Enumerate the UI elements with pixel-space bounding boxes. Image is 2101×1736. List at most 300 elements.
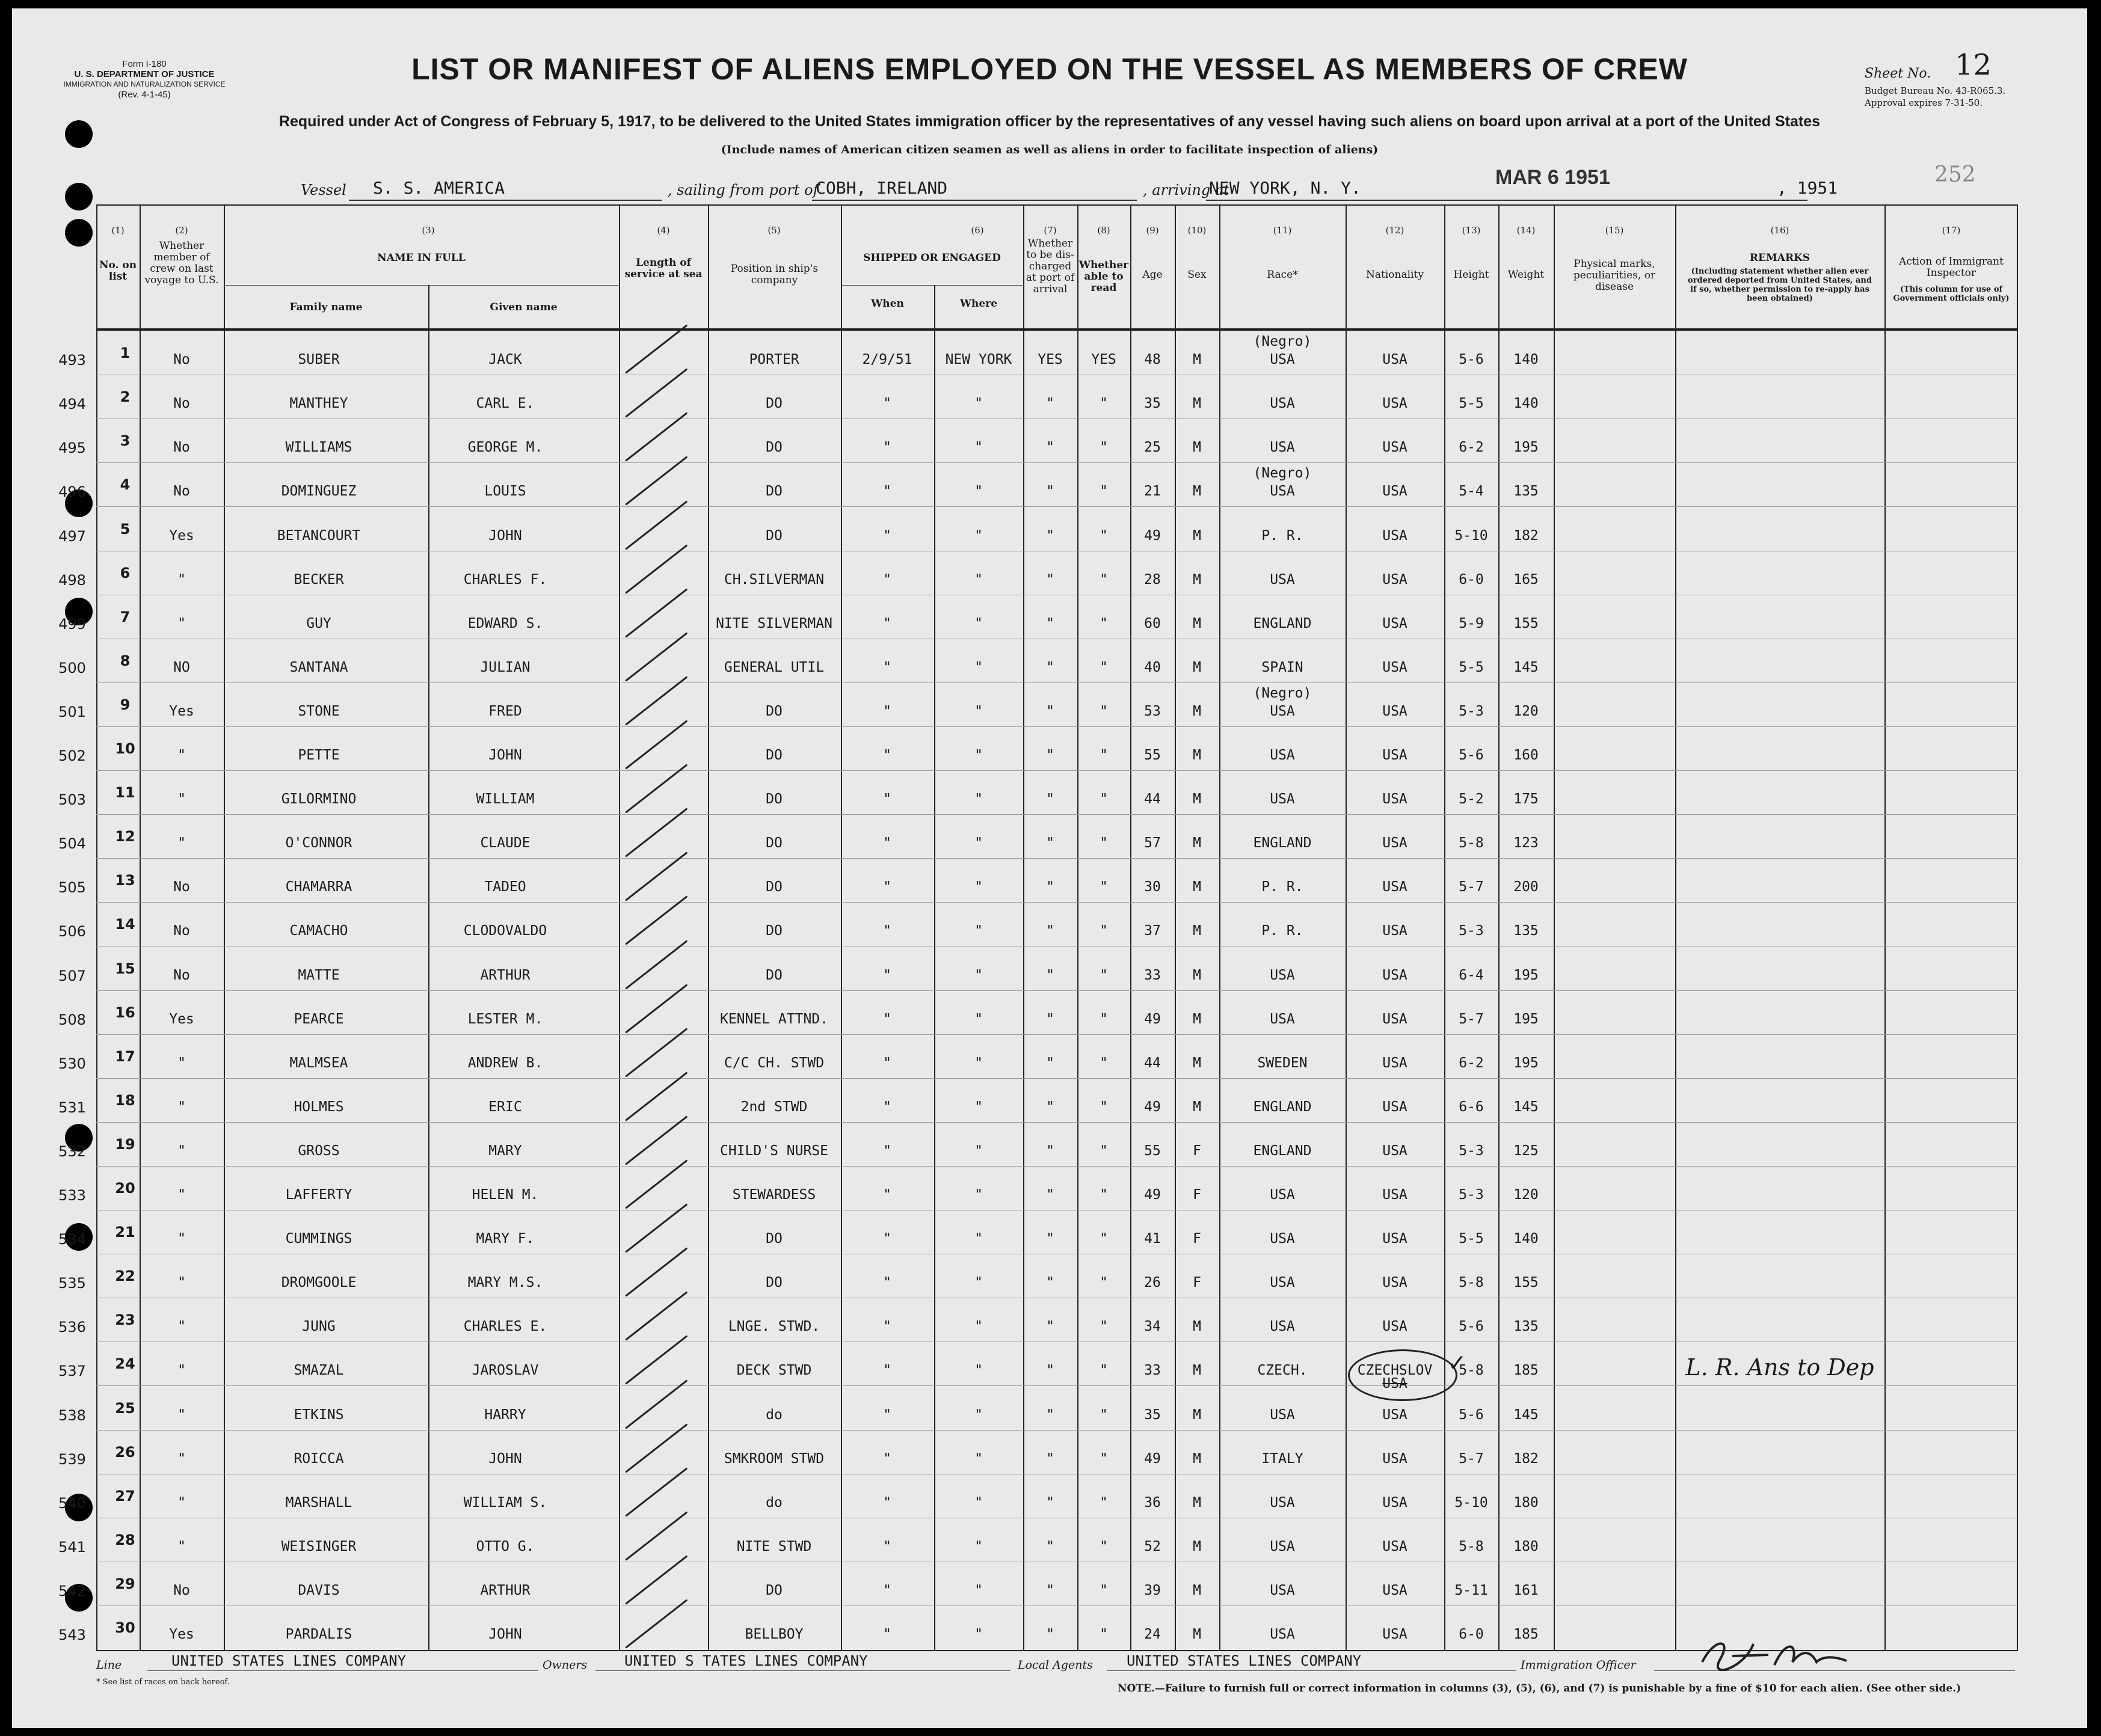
cell-when: ": [883, 1538, 891, 1554]
header-position: Position in ship's company: [730, 263, 819, 286]
cell-race: USA: [1270, 396, 1295, 412]
cell-where: ": [974, 659, 983, 675]
cell-discharged: ": [1046, 923, 1054, 939]
cell-family: MARSHALL: [285, 1494, 352, 1511]
service-tick-mark: [625, 1511, 688, 1560]
footer-owners-label: Owners: [543, 1658, 588, 1672]
service-tick-mark: [625, 368, 688, 417]
column-number: (5): [767, 225, 781, 236]
cell-race: P. R.: [1261, 923, 1303, 939]
margin-number: 533: [58, 1187, 86, 1204]
row-number: 19: [115, 1135, 135, 1153]
service-tick-mark: [625, 676, 688, 725]
cell-age: 55: [1144, 1143, 1161, 1159]
header-given-name: Given name: [490, 301, 558, 313]
column-number: (2): [175, 225, 188, 236]
row-number: 2: [120, 388, 131, 406]
cell-weight: 135: [1513, 483, 1539, 500]
cell-crew: No: [173, 440, 190, 456]
cell-where: ": [974, 1143, 983, 1159]
cell-nationality: USA: [1382, 1450, 1407, 1467]
cell-read: ": [1100, 1363, 1108, 1379]
cell-sex: M: [1193, 1055, 1201, 1071]
cell-position: DO: [766, 527, 783, 544]
cell-discharged: ": [1046, 1275, 1054, 1291]
cell-weight: 175: [1513, 791, 1539, 808]
cell-age: 48: [1144, 352, 1161, 368]
cell-nationality: USA: [1382, 1538, 1407, 1554]
column-number: (10): [1187, 225, 1207, 236]
cell-height: 5-3: [1459, 923, 1484, 939]
cell-where: ": [974, 791, 983, 808]
cell-position: SMKROOM STWD: [724, 1450, 825, 1467]
cell-age: 41: [1144, 1231, 1161, 1247]
cell-where: ": [974, 1011, 983, 1027]
cell-where: NEW YORK: [945, 352, 1012, 368]
cell-nationality: USA: [1382, 1011, 1407, 1027]
cell-read: ": [1100, 1187, 1108, 1203]
cell-when: ": [883, 1494, 891, 1511]
header-name-in-full: NAME IN FULL: [377, 252, 466, 264]
row-number: 27: [115, 1487, 135, 1504]
cell-height: 5-8: [1459, 1363, 1484, 1379]
cell-height: 5-5: [1459, 1231, 1484, 1247]
cell-weight: 185: [1513, 1627, 1539, 1642]
cell-given: JAROSLAV: [472, 1363, 539, 1379]
cell-discharged: ": [1046, 1627, 1054, 1642]
cell-position: do: [766, 1406, 783, 1423]
cell-given: LOUIS: [484, 483, 526, 500]
service-tick-mark: [625, 324, 688, 373]
margin-number: 505: [58, 879, 86, 897]
margin-number: 540: [58, 1494, 86, 1512]
cell-family: SUBER: [298, 352, 340, 368]
cell-weight: 140: [1513, 352, 1539, 368]
cell-height: 5-8: [1459, 1538, 1484, 1554]
cell-age: 35: [1144, 1406, 1161, 1423]
cell-when: ": [883, 571, 891, 587]
cell-weight: 185: [1513, 1363, 1539, 1379]
cell-sex: M: [1193, 1538, 1201, 1554]
cell-nationality: USA: [1382, 1627, 1407, 1642]
cell-race: USA: [1270, 747, 1295, 763]
cell-sex: M: [1193, 527, 1201, 544]
margin-number: 500: [58, 659, 86, 676]
cell-height: 6-2: [1459, 440, 1484, 456]
cell-read: ": [1100, 615, 1108, 631]
cell-crew: ": [177, 1055, 186, 1071]
cell-sex: M: [1193, 835, 1201, 851]
service-tick-mark: [625, 500, 688, 550]
header-physical: Physical marks, peculiarities, or disease: [1573, 258, 1656, 293]
cell-given: CARL E.: [476, 396, 535, 412]
vessel-label: Vessel: [301, 182, 346, 198]
cell-read: ": [1100, 747, 1108, 763]
margin-number: 493: [58, 352, 86, 369]
column-divider: [1675, 204, 1676, 1651]
cell-weight: 182: [1513, 1450, 1539, 1467]
service-tick-mark: [625, 1028, 688, 1077]
cell-weight: 120: [1513, 703, 1539, 719]
cell-crew: Yes: [169, 703, 194, 719]
cell-position: do: [766, 1494, 783, 1511]
cell-when: ": [883, 396, 891, 412]
service-tick-mark: [625, 1379, 688, 1429]
margin-number: 541: [58, 1538, 86, 1556]
row-number: 7: [120, 608, 131, 625]
header-remarks-note: (Including statement whether alien ever ordered deported from United States, and if so, whether permission to re-apply has been obtained): [1688, 267, 1872, 303]
cell-crew: ": [177, 1363, 186, 1379]
cell-nationality: USA: [1382, 1494, 1407, 1511]
service-tick-mark: [625, 896, 688, 945]
column-number: (15): [1605, 225, 1624, 236]
cell-weight: 200: [1513, 879, 1539, 895]
cell-discharged: ": [1046, 1099, 1054, 1115]
column-divider: [1884, 204, 1886, 1651]
cell-when: 2/9/51: [862, 352, 912, 368]
margin-number: 494: [58, 396, 86, 413]
cell-nationality: USA: [1382, 571, 1407, 587]
cell-race: ITALY: [1261, 1450, 1303, 1467]
column-divider: [140, 204, 141, 1651]
cell-age: 40: [1144, 659, 1161, 675]
cell-read: ": [1100, 440, 1108, 456]
cell-height: 5-9: [1459, 615, 1484, 631]
cell-nationality: USA: [1382, 923, 1407, 939]
cell-read: ": [1100, 879, 1108, 895]
cell-crew: NO: [173, 659, 190, 675]
cell-position: DO: [766, 703, 783, 719]
cell-age: 33: [1144, 1363, 1161, 1379]
margin-number: 502: [58, 747, 86, 764]
cell-crew: Yes: [169, 1627, 194, 1642]
cell-where: ": [974, 1494, 983, 1511]
cell-race: USA: [1270, 440, 1295, 456]
cell-nationality: USA: [1382, 1099, 1407, 1115]
cell-nationality: USA: [1382, 967, 1407, 983]
cell-sex: M: [1193, 1011, 1201, 1027]
cell-age: 37: [1144, 923, 1161, 939]
cell-given: MARY F.: [476, 1231, 535, 1247]
page-subnote: (Include names of American citizen seamen as well as aliens in order to facilitate inspection of aliens): [721, 143, 1379, 156]
footer-agents-label: Local Agents: [1018, 1658, 1093, 1672]
cell-given: ARTHUR: [480, 1582, 531, 1598]
cell-height: 5-6: [1459, 747, 1484, 763]
cell-when: ": [883, 1319, 891, 1335]
cell-family: PETTE: [298, 747, 340, 763]
cell-sex: M: [1193, 791, 1201, 808]
footer-line-label: Line: [96, 1658, 122, 1672]
cell-age: 28: [1144, 571, 1161, 587]
cell-age: 26: [1144, 1275, 1161, 1291]
cell-where: ": [974, 1363, 983, 1379]
row-number: 21: [115, 1224, 135, 1241]
header-sex: Sex: [1187, 269, 1207, 281]
cell-where: ": [974, 1275, 983, 1291]
margin-number: 535: [58, 1275, 86, 1292]
cell-age: 33: [1144, 967, 1161, 983]
cell-weight: 165: [1513, 571, 1539, 587]
cell-age: 24: [1144, 1627, 1161, 1642]
column-number: (9): [1146, 225, 1159, 236]
cell-given: HELEN M.: [472, 1187, 539, 1203]
cell-weight: 135: [1513, 923, 1539, 939]
cell-position: 2nd STWD: [740, 1099, 808, 1115]
cell-when: ": [883, 1582, 891, 1598]
cell-nationality: USA: [1382, 527, 1407, 544]
header-when: When: [871, 298, 904, 310]
form-number: Form I-180: [122, 59, 167, 69]
cell-discharged: ": [1046, 1231, 1054, 1247]
service-tick-mark: [625, 720, 688, 769]
cell-crew: No: [173, 923, 190, 939]
cell-crew: ": [177, 791, 186, 808]
cell-when: ": [883, 1187, 891, 1203]
cell-crew: No: [173, 1582, 190, 1598]
column-divider: [619, 204, 620, 1651]
service-tick-mark: [625, 1336, 688, 1385]
cell-read: ": [1100, 571, 1108, 587]
page-subtitle: Required under Act of Congress of February 5, 1917, to be delivered to the United States immigration officer by the representatives of any vessel having such aliens on board upon arrival at a port of the United States: [278, 113, 1821, 130]
header-weight: Weight: [1507, 269, 1545, 281]
cell-height: 5-2: [1459, 791, 1484, 808]
service-tick-mark: [625, 808, 688, 857]
row-number: 12: [115, 828, 135, 845]
cell-nationality: USA: [1382, 659, 1407, 675]
cell-sex: M: [1193, 483, 1201, 500]
margin-number: 496: [58, 483, 86, 501]
cell-nationality: CZECHSLOV: [1357, 1363, 1433, 1379]
margin-number: 504: [58, 835, 86, 853]
cell-height: 5-11: [1454, 1582, 1488, 1598]
cell-position: DO: [766, 1275, 783, 1291]
cell-family: ETKINS: [294, 1406, 344, 1423]
cell-height: 6-6: [1459, 1099, 1484, 1115]
cell-read: ": [1100, 1450, 1108, 1467]
cell-age: 49: [1144, 1450, 1161, 1467]
cell-discharged: ": [1046, 1319, 1054, 1335]
cell-given: CHARLES E.: [463, 1319, 547, 1335]
cell-age: 44: [1144, 791, 1161, 808]
cell-sex: F: [1193, 1231, 1201, 1247]
cell-crew: No: [173, 967, 190, 983]
officer-signature: [1696, 1632, 1877, 1680]
cell-crew: ": [177, 1099, 186, 1115]
cell-weight: 120: [1513, 1187, 1539, 1203]
cell-position: DO: [766, 396, 783, 412]
cell-given: WILLIAM: [476, 791, 535, 808]
cell-discharged: ": [1046, 1538, 1054, 1554]
row-number: 29: [115, 1575, 135, 1592]
cell-position: PORTER: [749, 352, 799, 368]
punch-hole: [65, 183, 93, 210]
cell-family: ROICCA: [294, 1450, 344, 1467]
cell-nationality: USA: [1382, 396, 1407, 412]
cell-sex: M: [1193, 923, 1201, 939]
cell-discharged: ": [1046, 791, 1054, 808]
cell-weight: 180: [1513, 1538, 1539, 1554]
cell-nationality: USA: [1382, 835, 1407, 851]
header-remarks: REMARKS: [1749, 252, 1810, 264]
cell-read: ": [1100, 659, 1108, 675]
cell-position: DO: [766, 835, 783, 851]
row-number: 20: [115, 1180, 135, 1197]
cell-when: ": [883, 483, 891, 500]
cell-position: DO: [766, 483, 783, 500]
cell-sex: M: [1193, 396, 1201, 412]
sheet-no-label: Sheet No.: [1865, 66, 1931, 81]
service-tick-mark: [625, 1247, 688, 1296]
cell-position: NITE SILVERMAN: [716, 615, 832, 631]
cell-height: 5-10: [1454, 1494, 1488, 1511]
cell-weight: 155: [1513, 1275, 1539, 1291]
cell-where: ": [974, 1187, 983, 1203]
cell-when: ": [883, 967, 891, 983]
footer-note: NOTE.—Failure to furnish full or correct information in columns (3), (5), (6), and (7) is punishable by a fine of $10 for each alien. (See other side.): [1118, 1682, 1961, 1695]
cell-weight: 155: [1513, 615, 1539, 631]
cell-weight: 182: [1513, 527, 1539, 544]
cell-crew: ": [177, 1450, 186, 1467]
service-tick-mark: [625, 456, 688, 506]
vessel-name: S. S. AMERICA: [373, 178, 505, 198]
cell-family: MALMSEA: [289, 1055, 348, 1071]
budget-bureau: Budget Bureau No. 43-R065.3.: [1865, 85, 2006, 96]
cell-position: C/C CH. STWD: [724, 1055, 825, 1071]
cell-position: DECK STWD: [736, 1363, 812, 1379]
cell-age: 21: [1144, 483, 1161, 500]
cell-race: USA: [1270, 791, 1295, 808]
cell-height: 5-8: [1459, 835, 1484, 851]
cell-sex: F: [1193, 1275, 1201, 1291]
cell-age: 57: [1144, 835, 1161, 851]
row-number: 24: [115, 1355, 135, 1373]
column-divider: [1077, 204, 1078, 1651]
cell-family: SANTANA: [289, 659, 348, 675]
cell-race: USA: [1270, 352, 1295, 368]
margin-number: 503: [58, 791, 86, 809]
row-number: 14: [115, 916, 135, 933]
column-divider: [1498, 204, 1500, 1651]
cell-weight: 195: [1513, 1055, 1539, 1071]
cell-position: KENNEL ATTND.: [719, 1011, 829, 1027]
footer-agents-value: UNITED STATES LINES COMPANY: [1127, 1652, 1362, 1669]
cell-race: ENGLAND: [1253, 835, 1312, 851]
cell-age: 52: [1144, 1538, 1161, 1554]
cell-race: P. R.: [1261, 527, 1303, 544]
cell-crew: No: [173, 879, 190, 895]
cell-crew: ": [177, 1143, 186, 1159]
cell-crew: ": [177, 747, 186, 763]
cell-discharged: ": [1046, 1187, 1054, 1203]
cell-where: ": [974, 571, 983, 587]
cell-when: ": [883, 1231, 891, 1247]
cell-family: SMAZAL: [294, 1363, 344, 1379]
cell-family: CHAMARRA: [285, 879, 352, 895]
margin-number: 542: [58, 1582, 86, 1600]
cell-where: ": [974, 1319, 983, 1335]
cell-position: DO: [766, 747, 783, 763]
cell-nationality: USA: [1382, 791, 1407, 808]
cell-discharged: ": [1046, 879, 1054, 895]
cell-when: ": [883, 1275, 891, 1291]
cell-family: JUNG: [302, 1319, 336, 1335]
cell-where: ": [974, 1450, 983, 1467]
cell-when: ": [883, 527, 891, 544]
cell-race: USA: [1270, 1275, 1295, 1291]
stamp-number: 252: [1934, 162, 1976, 187]
cell-family: GILORMINO: [281, 791, 357, 808]
cell-discharged: ": [1046, 1143, 1054, 1159]
margin-number: 538: [58, 1406, 86, 1424]
row-number: 22: [115, 1268, 135, 1285]
cell-nationality: USA: [1382, 879, 1407, 895]
cell-given: EDWARD S.: [467, 615, 543, 631]
cell-nationality: USA: [1382, 703, 1407, 719]
cell-age: 34: [1144, 1319, 1161, 1335]
cell-read: ": [1100, 1011, 1108, 1027]
circle-annotation: [1348, 1349, 1457, 1401]
cell-nationality: USA: [1382, 1319, 1407, 1335]
margin-number: 506: [58, 923, 86, 940]
cell-position: GENERAL UTIL: [724, 659, 825, 675]
cell-where: ": [974, 1406, 983, 1423]
cell-given: GEORGE M.: [467, 440, 543, 456]
cell-race: SPAIN: [1261, 659, 1303, 675]
cell-age: 44: [1144, 1055, 1161, 1071]
cell-age: 49: [1144, 527, 1161, 544]
cell-sex: M: [1193, 879, 1201, 895]
cell-crew: No: [173, 483, 190, 500]
cell-when: ": [883, 923, 891, 939]
cell-sex: M: [1193, 440, 1201, 456]
cell-given: JOHN: [488, 1627, 522, 1642]
cell-age: 49: [1144, 1187, 1161, 1203]
service-tick-mark: [625, 1203, 688, 1253]
column-divider: [1219, 204, 1220, 1651]
cell-family: LAFFERTY: [285, 1187, 352, 1203]
cell-when: ": [883, 703, 891, 719]
cell-nationality: USA: [1382, 747, 1407, 763]
cell-position: DO: [766, 1231, 783, 1247]
cell-read: ": [1100, 483, 1108, 500]
cell-given: WILLIAM S.: [463, 1494, 547, 1511]
cell-nationality: USA: [1382, 1406, 1407, 1423]
cell-discharged: YES: [1038, 352, 1063, 368]
row-number: 11: [115, 784, 135, 802]
cell-when: ": [883, 835, 891, 851]
cell-read: ": [1100, 791, 1108, 808]
cell-age: 39: [1144, 1582, 1161, 1598]
cell-age: 25: [1144, 440, 1161, 456]
margin-number: 531: [58, 1099, 86, 1116]
column-number: (7): [1044, 225, 1057, 236]
cell-height: 5-3: [1459, 1143, 1484, 1159]
service-tick-mark: [625, 940, 688, 989]
cell-where: ": [974, 1055, 983, 1071]
header-age: Age: [1142, 269, 1163, 281]
cell-family: GUY: [306, 615, 331, 631]
column-number: (3): [422, 225, 435, 236]
row-number: 8: [120, 652, 131, 669]
cell-read: ": [1100, 835, 1108, 851]
cell-weight: 195: [1513, 1011, 1539, 1027]
cell-when: ": [883, 615, 891, 631]
cell-given: MARY M.S.: [467, 1275, 543, 1291]
cell-family: CAMACHO: [289, 923, 348, 939]
cell-height: 5-10: [1454, 527, 1488, 544]
cell-crew: No: [173, 396, 190, 412]
column-number: (1): [111, 225, 125, 236]
